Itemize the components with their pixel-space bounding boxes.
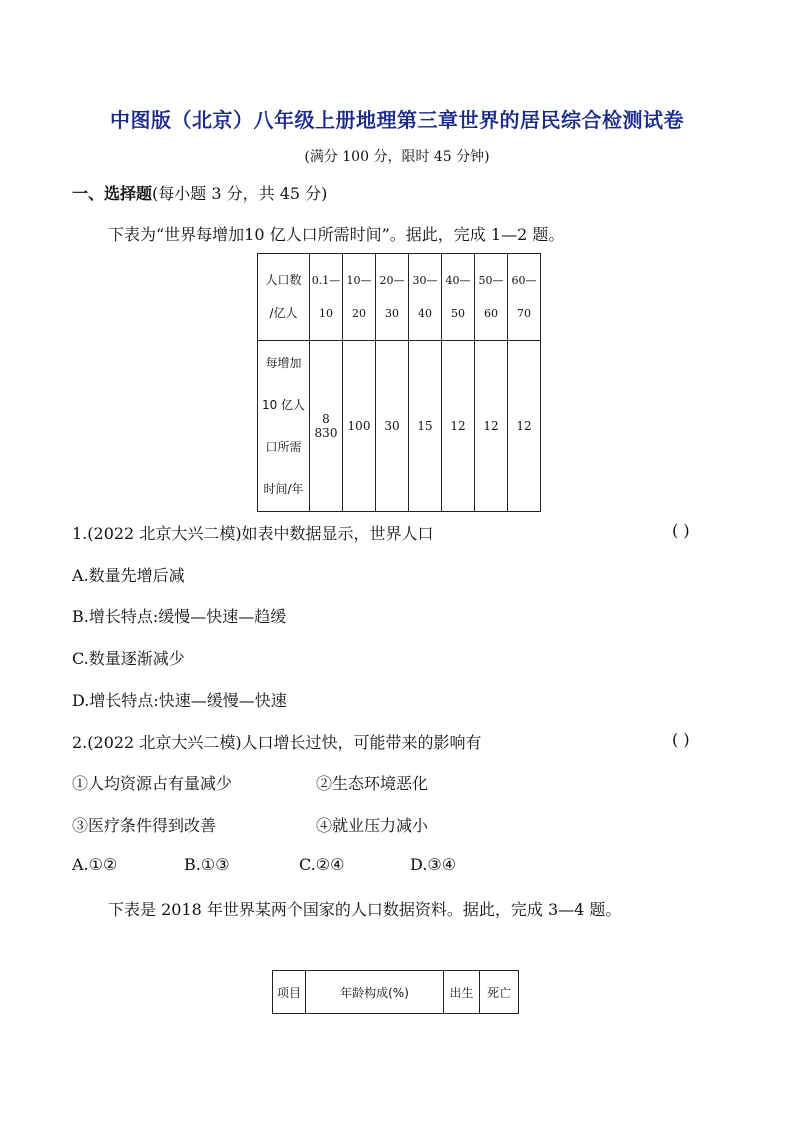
table-cell: 30 (376, 341, 409, 512)
country-table (272, 970, 519, 1014)
table-row-header: 每增加 10 亿人 口所需 时间/年 (258, 341, 310, 512)
q2-item-4: ④就业压力减小 (316, 816, 429, 835)
intro-text-2: 下表是 2018 年世界某两个国家的人口数据资料。据此，完成 3—4 题。 (108, 900, 622, 919)
table-cell: 8 830 (310, 341, 343, 512)
q2-item-2: ②生态环境恶化 (316, 774, 429, 793)
q2-item-3: ③医疗条件得到改善 (72, 816, 217, 835)
intro-text-1: 下表为“世界每增加10 亿人口所需时间”。据此，完成 1—2 题。 (108, 225, 565, 244)
q1-option-b: B.增长特点:缓慢—快速—趋缓 (72, 607, 287, 626)
question-1-stem: 1.(2022 北京大兴二模)如表中数据显示，世界人口 (72, 524, 434, 543)
q2-option-b: B.①③ (184, 855, 230, 874)
table-cell: 100 (343, 341, 376, 512)
page-title: 中图版（北京）八年级上册地理第三章世界的居民综合检测试卷 (110, 108, 684, 132)
table-cell: 40— 50 (442, 254, 475, 341)
table-row-header: 人口数 /亿人 (258, 254, 310, 341)
section-heading (72, 181, 327, 204)
q1-option-c: C.数量逐渐减少 (72, 649, 185, 668)
page-subtitle: (满分 100 分，限时 45 分钟) (304, 149, 490, 165)
table-header-cell: 项目 (273, 971, 306, 1014)
table-cell: 15 (409, 341, 442, 512)
question-2-stem: 2.(2022 北京大兴二模)人口增长过快，可能带来的影响有 (72, 733, 482, 752)
table-cell: 12 (508, 341, 541, 512)
q2-option-c: C.②④ (299, 855, 345, 874)
q1-option-d: D.增长特点:快速—缓慢—快速 (72, 691, 287, 710)
q2-item-1: ①人均资源占有量减少 (72, 774, 233, 793)
table-cell: 60— 70 (508, 254, 541, 341)
q2-option-d: D.③④ (410, 855, 457, 874)
table-header-cell: 出生 (444, 971, 480, 1014)
q1-option-a: A.数量先增后减 (72, 566, 185, 585)
table-cell: 30— 40 (409, 254, 442, 341)
table-cell: 12 (442, 341, 475, 512)
answer-blank-1: ( ) (672, 521, 690, 540)
q2-option-a: A.①② (72, 855, 118, 874)
table-header-cell: 死亡 (480, 971, 519, 1014)
table-cell: 50— 60 (475, 254, 508, 341)
section-title: 一、选择题 (72, 184, 153, 203)
table-cell: 12 (475, 341, 508, 512)
table-header-cell: 年龄构成(%) (306, 971, 444, 1014)
table-cell: 20— 30 (376, 254, 409, 341)
table-cell: 10— 20 (343, 254, 376, 341)
table-cell: 0.1— 10 (310, 254, 343, 341)
section-note: (每小题 3 分，共 45 分) (152, 184, 328, 203)
population-table (257, 253, 541, 512)
answer-blank-2: ( ) (672, 730, 690, 749)
